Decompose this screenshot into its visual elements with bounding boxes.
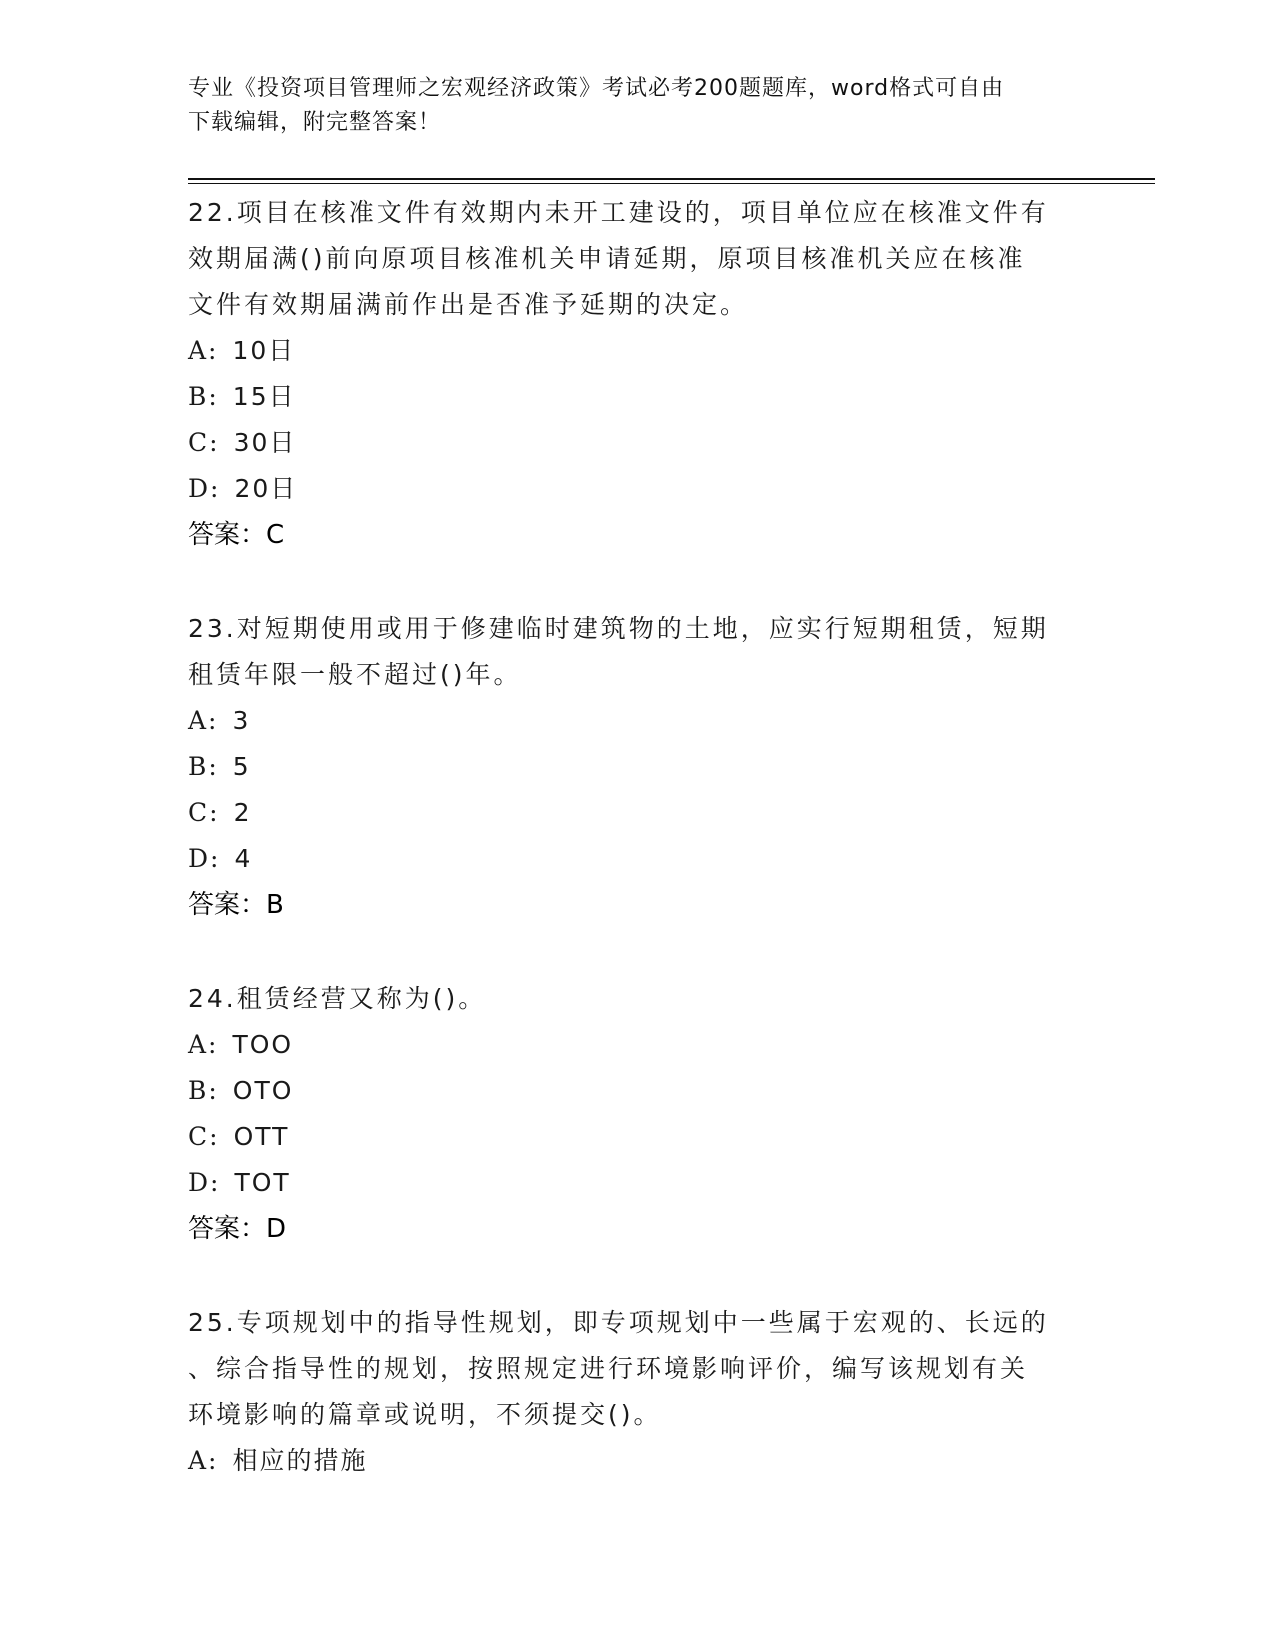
question-stem-line: 、综合指导性的规划，按照规定进行环境影响评价，编写该规划有关 (188, 1354, 1029, 1383)
question-spacer (188, 1252, 1088, 1300)
option-text: 15日 (232, 382, 296, 411)
option-d (188, 466, 1088, 512)
option-c (188, 1114, 1088, 1160)
question-stem-line: 25.专项规划中的指导性规划，即专项规划中一些属于宏观的、长远的 (188, 1308, 1049, 1337)
option-b (188, 374, 1088, 420)
question-spacer (188, 558, 1088, 606)
question-stem-line: 租赁年限一般不超过()年。 (188, 660, 522, 689)
option-c (188, 420, 1088, 466)
option-letter: D: (188, 1168, 221, 1197)
header-divider-thin (188, 183, 1155, 184)
option-letter: A: (188, 336, 219, 365)
option-text: TOO (232, 1030, 294, 1059)
option-letter: C: (188, 1122, 220, 1151)
option-letter: A: (188, 706, 219, 735)
answer-label: 答案：D (188, 1214, 287, 1244)
option-c (188, 790, 1088, 836)
question-stem-line: 22.项目在核准文件有效期内未开工建设的，项目单位应在核准文件有 (188, 198, 1049, 227)
answer-label: 答案：C (188, 520, 285, 550)
option-a (188, 1022, 1088, 1068)
option-a (188, 1438, 1088, 1484)
question-24 (188, 976, 1088, 1252)
header-divider-thick (188, 178, 1155, 180)
question-25 (188, 1300, 1088, 1484)
option-letter: D: (188, 844, 221, 873)
option-letter: D: (188, 474, 221, 503)
question-stem-line: 24.租赁经营又称为()。 (188, 984, 487, 1013)
option-text: OTO (232, 1076, 294, 1105)
option-letter: B: (188, 1076, 219, 1105)
option-text: 30日 (233, 428, 297, 457)
option-text: 相应的措施 (232, 1446, 368, 1475)
option-d (188, 1160, 1088, 1206)
option-a (188, 328, 1088, 374)
option-text: 2 (233, 798, 252, 827)
option-text: TOT (234, 1168, 291, 1197)
option-text: 10日 (232, 336, 296, 365)
option-letter: A: (188, 1446, 219, 1475)
option-text: 5 (232, 752, 251, 781)
question-22 (188, 190, 1088, 558)
option-text: 3 (232, 706, 251, 735)
question-spacer (188, 928, 1088, 976)
question-stem-line: 环境影响的篇章或说明，不须提交()。 (188, 1400, 662, 1429)
document-header (188, 72, 1088, 140)
option-letter: B: (188, 752, 219, 781)
question-23 (188, 606, 1088, 928)
question-stem-line: 23.对短期使用或用于修建临时建筑物的土地，应实行短期租赁，短期 (188, 614, 1049, 643)
option-letter: B: (188, 382, 219, 411)
option-b (188, 1068, 1088, 1114)
answer-label: 答案：B (188, 890, 284, 920)
option-text: OTT (233, 1122, 290, 1151)
option-b (188, 744, 1088, 790)
option-letter: C: (188, 798, 220, 827)
option-letter: C: (188, 428, 220, 457)
questions-list (188, 190, 1088, 1484)
option-letter: A: (188, 1030, 219, 1059)
option-a (188, 698, 1088, 744)
option-text: 20日 (234, 474, 298, 503)
header-line-2: 下载编辑，附完整答案！ (188, 110, 442, 135)
question-stem-line: 效期届满()前向原项目核准机关申请延期，原项目核准机关应在核准 (188, 244, 1026, 273)
option-text: 4 (234, 844, 253, 873)
option-d (188, 836, 1088, 882)
header-line-1: 专业《投资项目管理师之宏观经济政策》考试必考200题题库，word格式可自由 (188, 76, 1005, 101)
question-stem-line: 文件有效期届满前作出是否准予延期的决定。 (188, 290, 749, 319)
